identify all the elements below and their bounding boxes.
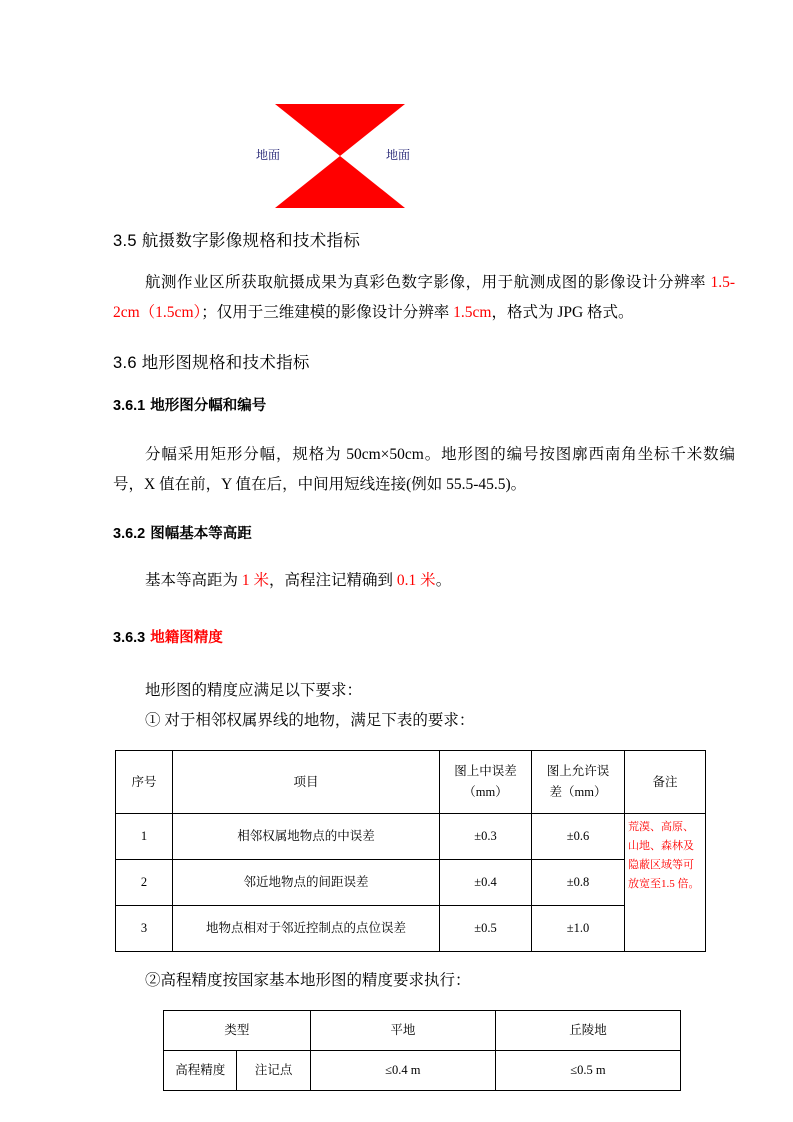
heading-3-6-1-title: 地形图分幅和编号 <box>150 398 267 414</box>
heading-3-6-1 <box>113 394 735 418</box>
heading-3-6-2-title: 图幅基本等高距 <box>150 526 252 542</box>
para-3-5-text-3: ，格式为 JPG 格式。 <box>491 304 634 321</box>
heading-3-6-3 <box>113 626 735 650</box>
paragraph-3-6-3-item-1: ① 对于相邻权属界线的地物，满足下表的要求： <box>145 712 475 729</box>
cell-mid-error: ±0.4 <box>440 860 532 906</box>
cell-item: 邻近地物点的间距误差 <box>173 860 440 906</box>
paragraph-3-6-3-item-2: ②高程精度按国家基本地形图的精度要求执行： <box>145 972 471 989</box>
header-mid-error-line1: 图上中误差 <box>454 764 517 778</box>
header-allow-error-line2: 差（mm） <box>549 785 607 799</box>
elevation-table-wrapper <box>113 1010 735 1091</box>
cell-no: 2 <box>116 860 173 906</box>
heading-3-6-2-number: 3.6.2 <box>113 526 146 542</box>
cell-allow-error: ±0.8 <box>532 860 625 906</box>
para-3-5-red-1: 1.5-2cm（1.5cm） <box>113 274 735 321</box>
header-no: 序号 <box>116 751 173 814</box>
cell-annotation-point: 注记点 <box>237 1051 310 1091</box>
paragraph-3-6-1: 分幅采用矩形分幅，规格为 50cm×50cm。地形图的编号按图廓西南角坐标千米数编号，X 值在前，Y 值在后，中间用短线连接(例如 55.5-45.5)。 <box>113 446 735 493</box>
cell-no: 3 <box>116 906 173 952</box>
paragraph-3-5 <box>113 268 735 328</box>
document-body <box>113 228 735 1091</box>
logo-label-right: 地面 <box>386 148 411 162</box>
table-header-row <box>164 1011 681 1051</box>
header-type: 类型 <box>164 1011 311 1051</box>
table-row <box>116 906 706 952</box>
header-note: 备注 <box>625 751 706 814</box>
cell-allow-error: ±1.0 <box>532 906 625 952</box>
heading-3-6-1-number: 3.6.1 <box>113 398 146 414</box>
para-3-5-text-1: 航测作业区所获取航摄成果为真彩色数字影像，用于航测成图的影像设计分辨率 <box>145 274 711 291</box>
cell-hill-value: ≤0.5 m <box>495 1051 680 1091</box>
precision-table-wrapper <box>113 750 735 952</box>
header-allow-error-line1: 图上允许误 <box>546 764 610 778</box>
table-row <box>116 860 706 906</box>
para-3-6-2-text-1: 基本等高距为 <box>145 572 242 589</box>
para-3-6-2-red-1: 1 米 <box>241 572 270 589</box>
precision-table <box>115 750 706 952</box>
para-3-5-red-2: 1.5cm <box>453 304 492 321</box>
cell-flat-value: ≤0.4 m <box>310 1051 495 1091</box>
header-hill: 丘陵地 <box>495 1011 680 1051</box>
heading-3-6-3-number: 3.6.3 <box>113 630 146 646</box>
header-flat: 平地 <box>310 1011 495 1051</box>
table-header-row <box>116 751 706 814</box>
para-3-5-text-2: ；仅用于三维建模的影像设计分辨率 <box>201 304 454 321</box>
elevation-accuracy-table <box>163 1010 681 1091</box>
para-3-6-2-red-2: 0.1 米 <box>396 572 436 589</box>
cell-item: 地物点相对于邻近控制点的点位误差 <box>173 906 440 952</box>
cell-note: 荒漠、高原、山地、森林及隐蔽区域等可放宽至1.5 倍。 <box>625 814 706 952</box>
header-allow-error <box>532 751 625 814</box>
table-row <box>116 814 706 860</box>
table-row <box>164 1051 681 1091</box>
heading-3-6: 3.6 地形图规格和技术指标 <box>113 354 310 372</box>
cell-no: 1 <box>116 814 173 860</box>
header-mid-error-line2: （mm） <box>463 785 508 799</box>
cell-elevation-label: 高程精度 <box>164 1051 237 1091</box>
company-logo <box>256 104 411 208</box>
para-3-6-2-text-3: 。 <box>435 572 452 589</box>
paragraph-3-6-2 <box>113 566 735 596</box>
header-mid-error <box>440 751 532 814</box>
cell-mid-error: ±0.3 <box>440 814 532 860</box>
header-item: 项目 <box>173 751 440 814</box>
logo-label-left: 地面 <box>256 148 281 162</box>
paragraph-3-6-3-lead: 地形图的精度应满足以下要求： <box>145 682 363 699</box>
heading-3-6-3-title: 地籍图精度 <box>150 630 223 646</box>
heading-3-5: 3.5 航摄数字影像规格和技术指标 <box>113 232 361 250</box>
heading-3-6-2 <box>113 522 735 546</box>
cell-allow-error: ±0.6 <box>532 814 625 860</box>
para-3-6-2-text-2: ，高程注记精确到 <box>269 572 397 589</box>
cell-item: 相邻权属地物点的中误差 <box>173 814 440 860</box>
cell-mid-error: ±0.5 <box>440 906 532 952</box>
